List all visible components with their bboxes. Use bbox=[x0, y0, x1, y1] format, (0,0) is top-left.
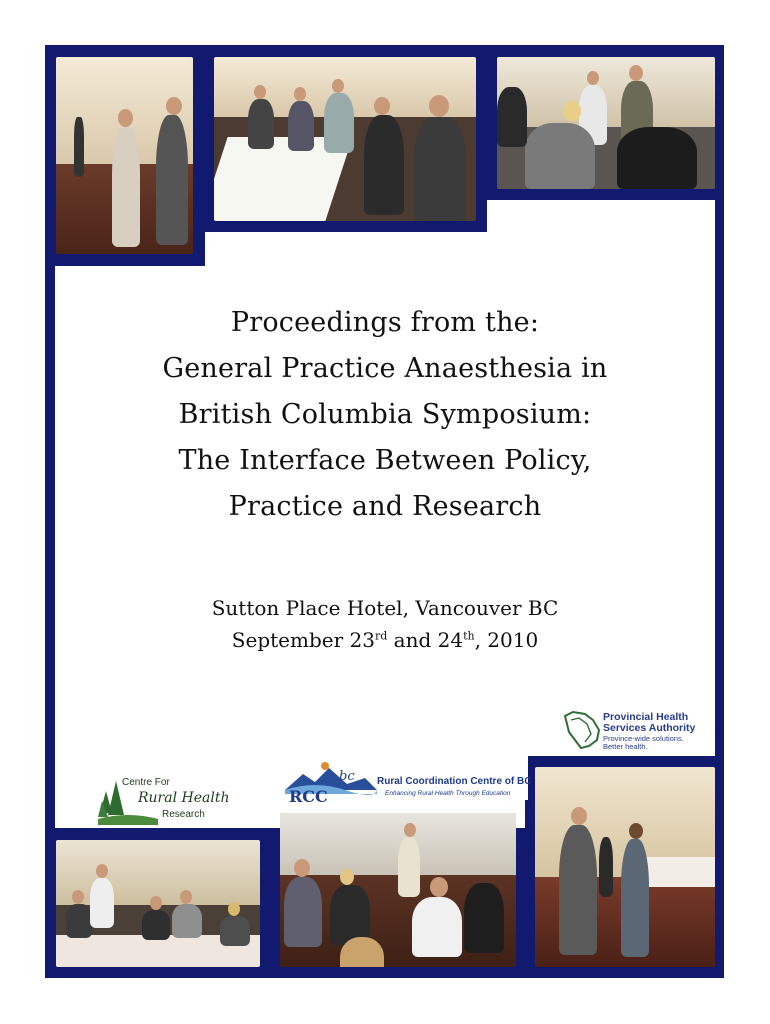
date-sup-2: th bbox=[463, 629, 475, 643]
crhr-line-3: Research bbox=[162, 809, 205, 820]
bc-map-icon bbox=[563, 710, 601, 750]
svg-text:bc: bc bbox=[339, 769, 355, 784]
phsa-logo bbox=[563, 710, 698, 754]
document-title bbox=[100, 300, 670, 530]
phsa-name-line-1: Provincial Health bbox=[603, 711, 689, 723]
phsa-tagline-line-2: Better health. bbox=[603, 742, 648, 751]
phsa-tagline bbox=[603, 735, 684, 751]
date-suffix: , 2010 bbox=[474, 628, 539, 652]
content-area-right bbox=[487, 200, 715, 270]
phsa-name-line-2: Services Authority bbox=[603, 722, 696, 734]
event-details bbox=[150, 592, 620, 656]
rccbc-name: Rural Coordination Centre of BC bbox=[377, 776, 532, 787]
title-line-2: General Practice Anaesthesia in bbox=[162, 353, 608, 384]
photo-workshop-room bbox=[280, 813, 516, 967]
venue: Sutton Place Hotel, Vancouver BC bbox=[211, 596, 559, 620]
photo-panel-discussion bbox=[214, 57, 476, 221]
title-line-5: Practice and Research bbox=[228, 491, 542, 522]
rccbc-mark-icon bbox=[285, 760, 377, 804]
rccbc-logo bbox=[285, 760, 532, 804]
photo-standing-conversation bbox=[535, 767, 715, 967]
phsa-name bbox=[603, 712, 695, 734]
photo-seated-attendees bbox=[56, 840, 260, 967]
date-middle: and 24 bbox=[387, 628, 464, 652]
event-date bbox=[150, 624, 620, 656]
date-prefix: September 23 bbox=[231, 628, 375, 652]
title-line-4: The Interface Between Policy, bbox=[178, 445, 592, 476]
title-line-1: Proceedings from the: bbox=[230, 307, 540, 338]
crhr-logo bbox=[98, 773, 230, 825]
date-sup-1: rd bbox=[374, 629, 388, 643]
phsa-tagline-line-1: Province-wide solutions. bbox=[603, 734, 684, 743]
content-area-top bbox=[205, 232, 495, 272]
title-line-3: British Columbia Symposium: bbox=[178, 399, 592, 430]
rccbc-tagline: Enhancing Rural Health Through Education bbox=[385, 790, 511, 797]
crhr-line-1: Centre For bbox=[122, 777, 170, 788]
svg-text:RCC: RCC bbox=[289, 787, 328, 804]
photo-attendees-conversation bbox=[56, 57, 193, 254]
photo-breakout-group bbox=[497, 57, 715, 189]
crhr-line-2: Rural Health bbox=[138, 790, 230, 806]
